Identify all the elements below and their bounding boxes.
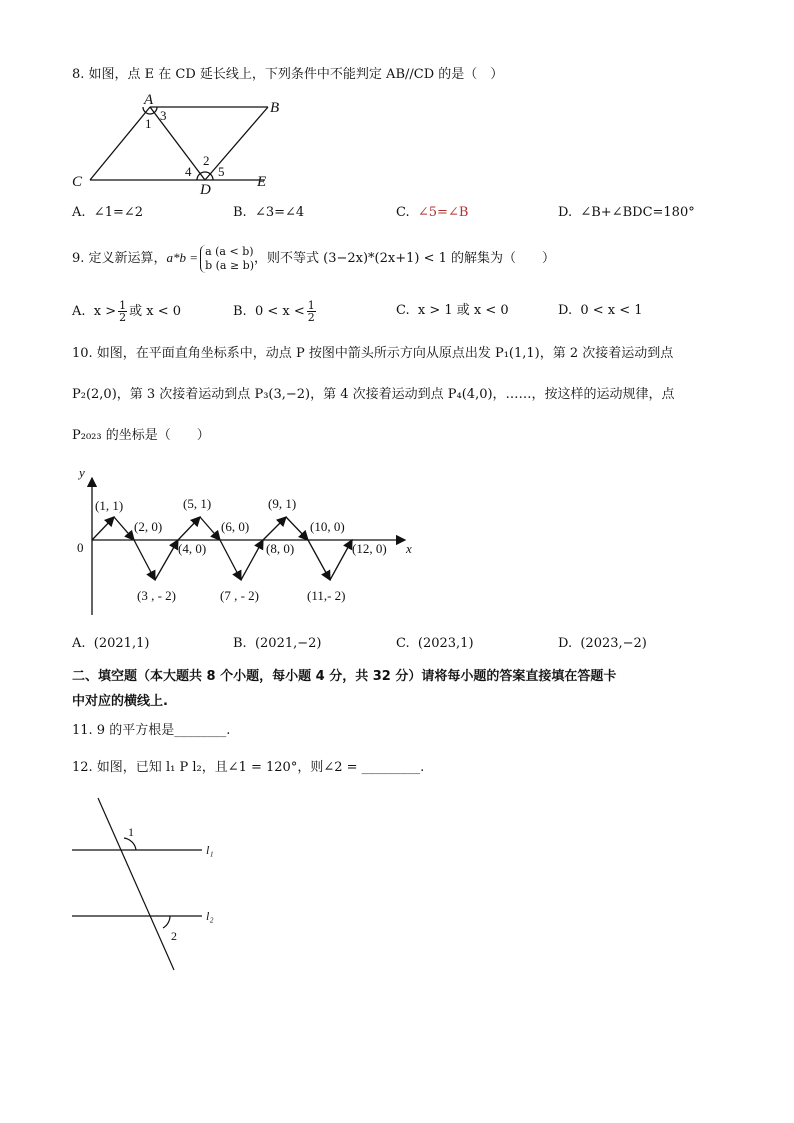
q9-a-fraction: $\frac{1}{2}$ bbox=[119, 299, 127, 324]
q9-option-b[interactable]: B. 0 < x < $\frac{1}{2}$ bbox=[233, 299, 315, 324]
q12-l1-label: l₁ bbox=[206, 843, 214, 857]
q8-option-d[interactable]: D. ∠B+∠BDC=180° bbox=[558, 205, 695, 220]
q9-piecewise: a (a < b) b (a ≥ b) bbox=[200, 245, 254, 273]
q10-option-d[interactable]: D. (2023,−2) bbox=[558, 636, 647, 651]
q9-option-c[interactable]: C. x > 1 或 x < 0 bbox=[396, 303, 509, 318]
q10-option-c[interactable]: C. (2023,1) bbox=[396, 636, 474, 651]
q9-option-a[interactable]: A. x > $\frac{1}{2}$ 或 x < 0 bbox=[72, 299, 182, 324]
q12-angle-1: 1 bbox=[128, 825, 134, 839]
section-2-heading-cont: 中对应的横线上. bbox=[72, 694, 168, 709]
q10-p9: (9, 1) bbox=[268, 496, 297, 511]
q10-line-1: 10. 如图，在平面直角坐标系中，动点 P 按图中箭头所示方向从原点出发 P₁(1,1)，第 2 次接着运动到点 bbox=[72, 346, 674, 361]
q12-text: 12. 如图，已知 l₁ P l₂，且∠1 = 120°，则∠2 = _________. bbox=[72, 760, 425, 775]
q8-label-a: A bbox=[144, 92, 154, 108]
q10-y-label: y bbox=[79, 465, 85, 480]
q10-option-b[interactable]: B. (2021,−2) bbox=[233, 636, 322, 651]
q8-label-c: C bbox=[72, 174, 83, 190]
q10-p3: (3 , - 2) bbox=[137, 588, 176, 603]
q8-angle-4: 4 bbox=[185, 164, 192, 179]
q12-angle-2: 2 bbox=[171, 929, 177, 943]
section-2-heading: 二、填空题（本大题共 8 个小题，每小题 4 分，共 32 分）请将每小题的答案直接填在答题卡 bbox=[72, 669, 617, 684]
q10-p4: (4, 0) bbox=[178, 541, 207, 556]
q9-option-d[interactable]: D. 0 < x < 1 bbox=[558, 303, 643, 318]
q10-option-a[interactable]: A. (2021,1) bbox=[72, 636, 150, 651]
q10-x-label: x bbox=[406, 541, 412, 556]
q10-p10: (10, 0) bbox=[310, 519, 345, 534]
q10-p12: (12, 0) bbox=[352, 541, 387, 556]
q8-angle-1: 1 bbox=[145, 116, 152, 131]
q10-line-2: P₂(2,0)，第 3 次接着运动到点 P₃(3,−2)，第 4 次接着运动到点 P₄(4,0)，……，按这样的运动规律，点 bbox=[72, 387, 675, 402]
q12-l2-label: l₂ bbox=[206, 909, 214, 923]
q10-p8: (8, 0) bbox=[266, 541, 295, 556]
q8-label-b: B bbox=[270, 100, 280, 116]
q8-angle-3: 3 bbox=[160, 108, 167, 123]
q8-angle-2: 2 bbox=[203, 153, 210, 168]
q10-p1: (1, 1) bbox=[95, 498, 124, 513]
q10-p11: (11,- 2) bbox=[307, 588, 346, 603]
q9-b-fraction: $\frac{1}{2}$ bbox=[307, 299, 315, 324]
q10-origin: 0 bbox=[77, 540, 84, 555]
q8-stem: 8. 如图，点 E 在 CD 延长线上，下列条件中不能判定 AB//CD 的是（ ） bbox=[72, 67, 504, 82]
q9-stem: 9. 定义新运算，a*b = a (a < b) b (a ≥ b) ，则不等式 (3−2x)*(2x+1) < 1 的解集为（ ） bbox=[72, 244, 556, 272]
q8-label-d: D bbox=[200, 182, 211, 198]
q10-p5: (5, 1) bbox=[183, 496, 212, 511]
q8-angle-5: 5 bbox=[218, 164, 225, 179]
q11-text: 11. 9 的平方根是________. bbox=[72, 723, 231, 738]
q10-p6: (6, 0) bbox=[221, 519, 250, 534]
q8-option-b[interactable]: B. ∠3=∠4 bbox=[233, 205, 305, 220]
q10-p7: (7 , - 2) bbox=[220, 588, 259, 603]
q8-label-e: E bbox=[257, 174, 267, 190]
q8-option-a[interactable]: A. ∠1=∠2 bbox=[72, 205, 144, 220]
q10-p2: (2, 0) bbox=[134, 519, 163, 534]
q8-option-c[interactable]: C. ∠5=∠B bbox=[396, 205, 469, 220]
q10-line-3: P₂₀₂₃ 的坐标是（ ） bbox=[72, 428, 210, 443]
